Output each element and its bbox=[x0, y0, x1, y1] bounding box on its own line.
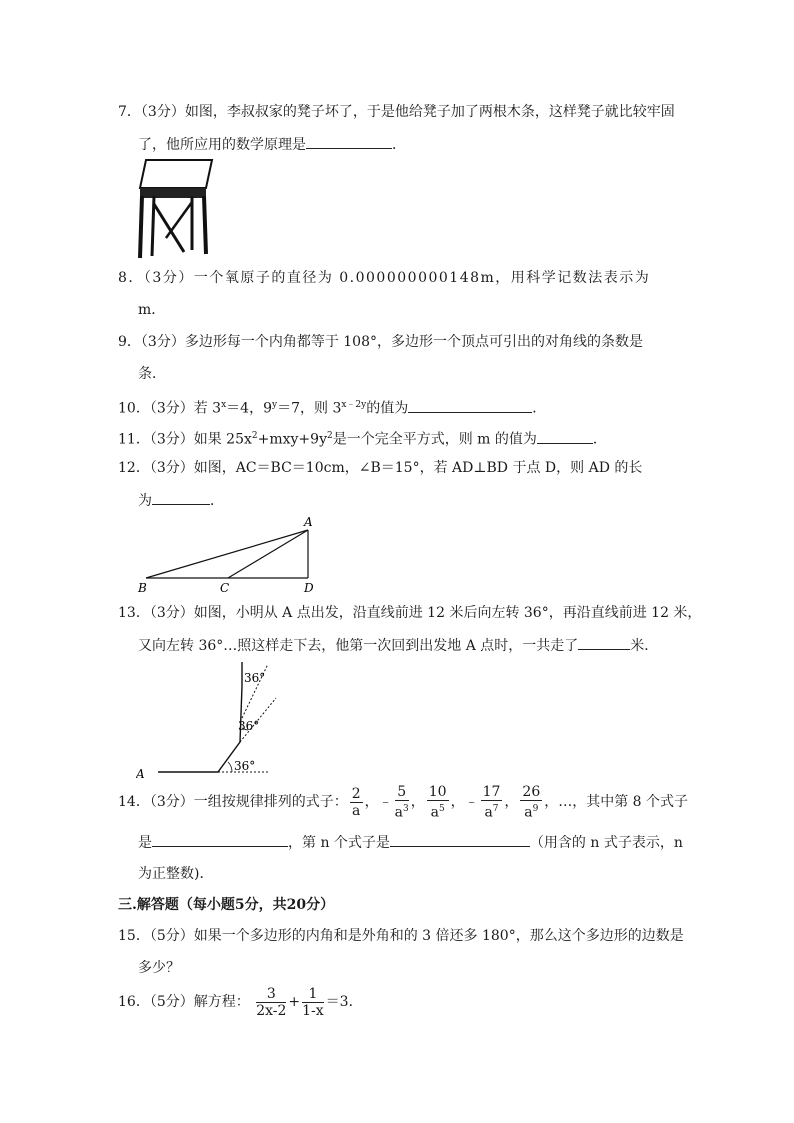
fraction-series bbox=[348, 783, 545, 821]
q16-fraction-1: $\frac{3}{2x-2}$ bbox=[256, 985, 287, 1019]
q9-line2: 条． bbox=[138, 366, 166, 382]
stool-figure bbox=[136, 158, 216, 260]
q7-line2: 了，他所应用的数学原理是 ． bbox=[138, 134, 406, 155]
label-d: D bbox=[304, 581, 314, 595]
label-c: C bbox=[220, 581, 230, 595]
fraction-term bbox=[427, 784, 449, 821]
walk-path-figure bbox=[136, 658, 286, 782]
denominator: $a^3$ bbox=[394, 803, 409, 821]
q10-line: 10．（3分）若 $3^x=4$，$9^y=7$，则 $3^{x﹣2y}$的值为 ． bbox=[118, 395, 546, 419]
q7-line1: 7．（3分）如图，李叔叔家的凳子坏了，于是他给凳子加了两根木条，这样凳子就比较牢固 bbox=[118, 104, 675, 120]
comma: ， bbox=[410, 794, 425, 810]
q7-text: 了，他所应用的数学原理是 bbox=[138, 137, 306, 153]
q13-line1: 13．（3分）如图，小明从 A 点出发，沿直线前进 12 米后向左转 36°，再沿直线前进 12 米， bbox=[118, 605, 702, 621]
denominator: a bbox=[352, 802, 361, 819]
denominator: $a^5$ bbox=[430, 803, 445, 821]
triangle-figure bbox=[136, 512, 326, 596]
q15-line1: 15．（5分）如果一个多边形的内角和是外角和的 3 倍还多 180°，那么这个多边形的边数是 bbox=[118, 928, 684, 944]
q8-line2: m． bbox=[138, 302, 166, 318]
label-a: A bbox=[304, 515, 313, 529]
numerator: 10 bbox=[428, 783, 447, 800]
q10-answer-blank[interactable] bbox=[408, 398, 532, 413]
angle-label-2: 36° bbox=[238, 719, 260, 733]
comma: ， bbox=[504, 794, 519, 810]
minus-sign: ﹣ bbox=[378, 794, 393, 810]
denominator: $a^9$ bbox=[524, 803, 539, 821]
angle-label-3: 36° bbox=[244, 671, 266, 685]
q13-line2: 又向左转 36°…照这样走下去，他第一次回到出发地 A 点时，一共走了 米． bbox=[138, 635, 658, 656]
q16-fraction-2: $\frac{1}{1-x}$ bbox=[302, 985, 324, 1019]
q11-line: 11．（3分）如果 $25x^2+mxy+9y^2$是一个完全平方式，则 m 的值为 ． bbox=[118, 426, 607, 450]
q14-answer-blank-2[interactable] bbox=[390, 832, 530, 847]
q14-answer-blank-1[interactable] bbox=[152, 832, 288, 847]
numerator: 26 bbox=[522, 783, 541, 800]
comma: ， bbox=[364, 794, 379, 810]
fraction-term bbox=[520, 784, 542, 821]
q12-line2: 为 ． bbox=[138, 490, 224, 511]
fraction-term bbox=[350, 786, 363, 819]
q15-line2: 多少？ bbox=[138, 960, 180, 976]
q12-line1: 12．（3分）如图，AC＝BC＝10cm，∠B＝15°，若 AD⊥BD 于点 D，则 AD 的长 bbox=[118, 460, 643, 476]
q8-line1: 8．（3分）一个氧原子的直径为 0.000000000148m，用科学记数法表示为 bbox=[118, 270, 651, 286]
q14-line2: 是 ，第 n 个式子是 （用含的 n 式子表示，n bbox=[138, 832, 683, 853]
q12-answer-blank[interactable] bbox=[152, 490, 210, 505]
q16-line: 16．（5分）解方程： $\frac{3}{2x-2}$ + $\frac{1}{1-x}$ ＝3． bbox=[118, 985, 363, 1019]
numerator: 2 bbox=[351, 785, 361, 802]
denominator: $a^7$ bbox=[484, 803, 499, 821]
label-b: B bbox=[138, 581, 147, 595]
numerator: 5 bbox=[395, 784, 409, 801]
numerator: 17 bbox=[482, 783, 501, 800]
q13-answer-blank[interactable] bbox=[578, 635, 630, 650]
label-a: A bbox=[136, 767, 145, 781]
q14-line1: 14．（3分）一组按规律排列的式子： $\frac{2}{a}$ ，﹣ $\frac{5}{a^3}$ ， $\frac{10}{a^5}$ ，﹣ $\frac{17}{a^7}$ ， $\frac{26}{a^9}$ ，…，其中第 8 个式子 bbox=[118, 783, 689, 821]
q14-line3: 为正整数)． bbox=[138, 866, 214, 882]
fraction-term bbox=[395, 784, 409, 821]
q9-line1: 9．（3分）多边形每一个内角都等于 108°，多边形一个顶点可引出的对角线的条数是 bbox=[118, 334, 643, 350]
angle-label-1: 36° bbox=[234, 759, 256, 773]
section-heading: 三.解答题（每小题5分，共20分） bbox=[118, 897, 335, 913]
minus-sign: ﹣ bbox=[464, 794, 479, 810]
comma: ， bbox=[450, 794, 465, 810]
fraction-term bbox=[481, 784, 503, 821]
q7-answer-blank[interactable] bbox=[306, 134, 392, 149]
q11-answer-blank[interactable] bbox=[537, 429, 593, 444]
